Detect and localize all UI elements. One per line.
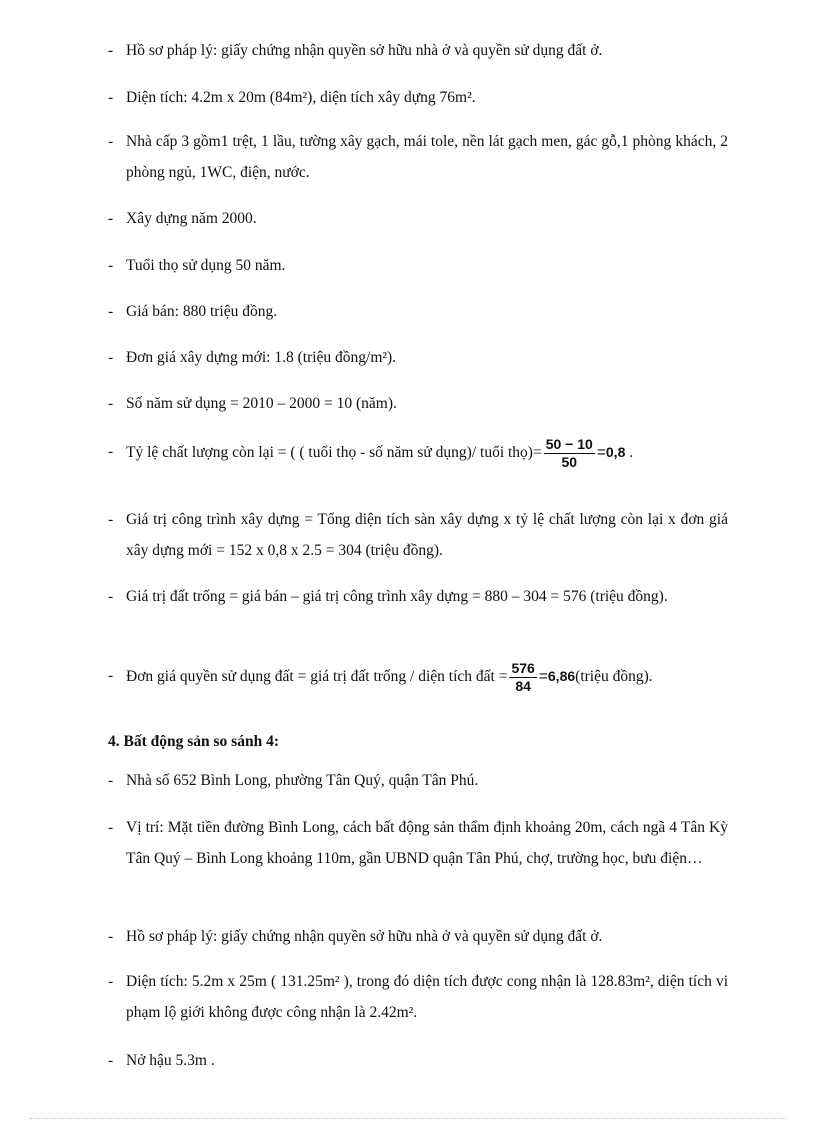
list-item: - Tuổi thọ sử dụng 50 năm. bbox=[108, 257, 286, 274]
list-item: - Hồ sơ pháp lý: giấy chứng nhận quyền sở hữu nhà ở và quyền sử dụng đất ở. bbox=[108, 928, 603, 945]
list-item: - Xây dựng năm 2000. bbox=[108, 210, 257, 227]
list-item: - Diện tích: 4.2m x 20m (84m²), diện tích xây dựng 76m². bbox=[108, 89, 476, 106]
unit-price-formula: - Đơn giá quyền sử dụng đất = giá trị đất trống / diện tích đất = $\frac{576}{84}$ =6,86(triệu đồng). bbox=[108, 660, 653, 694]
list-item: - Hồ sơ pháp lý: giấy chứng nhận quyền sở hữu nhà ở và quyền sử dụng đất ở. bbox=[108, 42, 603, 59]
section-heading: 4. Bất động sản so sánh 4: bbox=[108, 733, 279, 750]
equals-sign: = bbox=[596, 444, 606, 462]
fraction bbox=[509, 660, 536, 695]
list-item: - Nhà số 652 Bình Long, phường Tân Quý, quận Tân Phú. bbox=[108, 772, 479, 789]
formula-result: 6,86 bbox=[547, 668, 576, 685]
formula-text: Tỷ lệ chất lượng còn lại = ( ( tuổi thọ - số năm sử dụng)/ tuổi thọ)= bbox=[126, 444, 542, 462]
equals-sign: = bbox=[538, 668, 548, 686]
list-item: - Vị trí: Mặt tiền đường Bình Long, cách bất động sản thẩm định khoảng 20m, cách ngã 4 Tân Kỳ Tân Quý – Bình Long khoảng 110m, gần UBND quận Tân Phú, chợ, trường học, bưu điện… bbox=[108, 819, 728, 867]
fraction-denominator: 84 bbox=[515, 678, 531, 694]
list-item: - Giá bán: 880 triệu đồng. bbox=[108, 303, 278, 320]
list-item: - Nhà cấp 3 gồm1 trệt, 1 lầu, tường xây gạch, mái tole, nền lát gạch men, gác gỗ,1 phòng khách, 2 phòng ngủ, 1WC, điện, nước. bbox=[108, 133, 728, 181]
formula-suffix: . bbox=[625, 444, 634, 462]
list-item: - Giá trị công trình xây dựng = Tổng diện tích sàn xây dựng x tỷ lệ chất lượng còn lại x đơn giá xây dựng mới = 152 x 0,8 x 2.5 = 304 (triệu đồng). bbox=[108, 511, 728, 559]
fraction-denominator: 50 bbox=[561, 454, 578, 470]
fraction-numerator: 576 bbox=[511, 660, 535, 676]
quality-ratio-formula: - Tỷ lệ chất lượng còn lại = ( ( tuổi thọ - số năm sử dụng)/ tuổi thọ)= $\frac{50 - 10}{50}$ =0,8 . bbox=[108, 436, 634, 470]
formula-text: Đơn giá quyền sử dụng đất = giá trị đất trống / diện tích đất = bbox=[126, 668, 508, 686]
page-bottom-divider bbox=[30, 1118, 786, 1119]
list-item: - Nở hậu 5.3m . bbox=[108, 1052, 215, 1069]
fraction bbox=[544, 436, 595, 471]
fraction-numerator: 50 − 10 bbox=[545, 436, 593, 452]
list-item: - Đơn giá xây dựng mới: 1.8 (triệu đồng/m²). bbox=[108, 349, 397, 366]
list-item: - Giá trị đất trống = giá bán – giá trị công trình xây dựng = 880 – 304 = 576 (triệu đồng). bbox=[108, 588, 668, 605]
list-item: - Số năm sử dụng = 2010 – 2000 = 10 (năm). bbox=[108, 395, 397, 412]
formula-suffix: (triệu đồng). bbox=[575, 668, 653, 686]
formula-result: 0,8 bbox=[605, 444, 626, 461]
list-item: - Diện tích: 5.2m x 25m ( 131.25m² ), trong đó diện tích được cong nhận là 128.83m², diện tích vi phạm lộ giới không được công nhận là 2.42m². bbox=[108, 973, 728, 1021]
